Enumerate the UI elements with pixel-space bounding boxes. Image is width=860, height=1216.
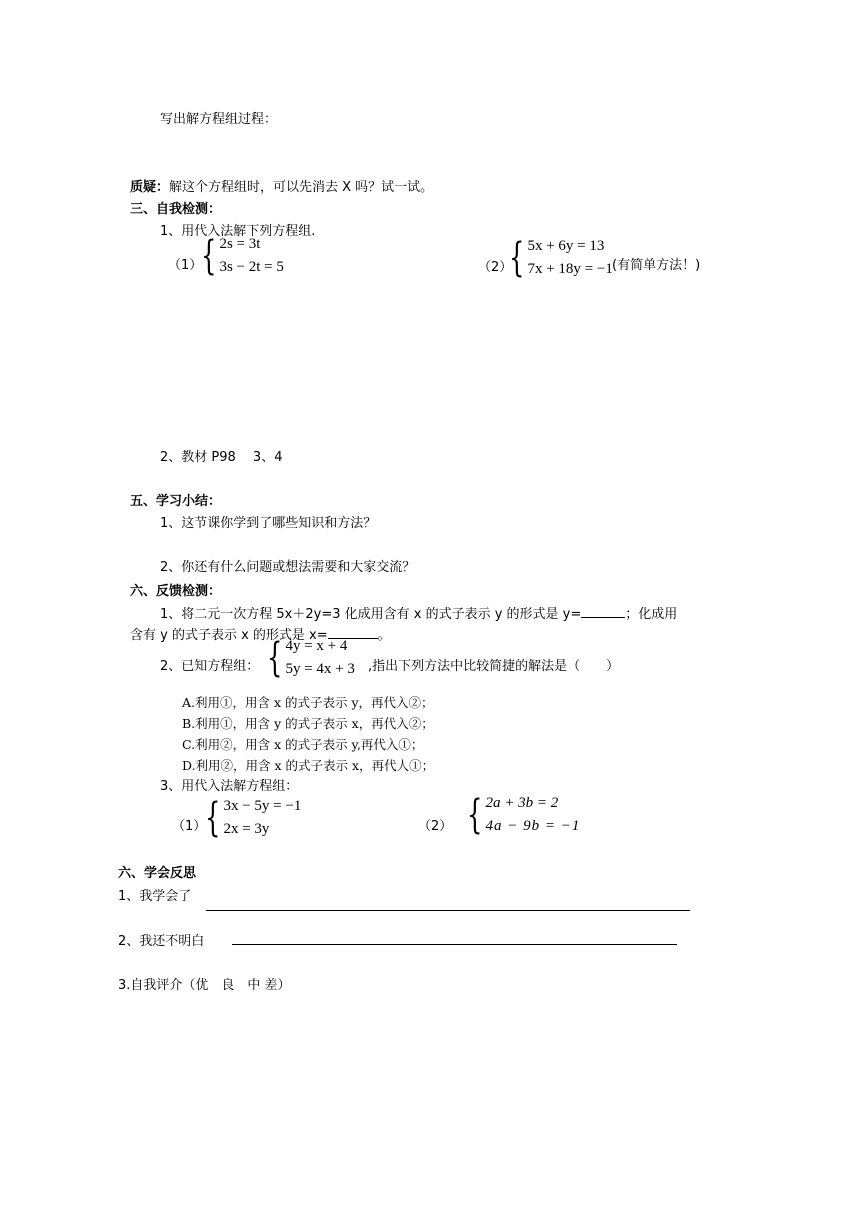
q1-text-a: 1、将二元一次方程 5x＋2y=3 化成用含有 x 的式子表示 y 的形式是 y= [160, 607, 582, 622]
query-text: 解这个方程组时，可以先消去 X 吗？试一试。 [169, 180, 434, 195]
s6-p2-system [462, 792, 581, 838]
option-b: B.利用①，用含 y 的式子表示 x，再代入②； [182, 716, 434, 731]
s6-p2-num: （2） [418, 819, 453, 834]
s6-p1-eq2: 2x = 3y [223, 821, 270, 837]
section3-heading: 三、自我检测： [130, 202, 222, 217]
s3-p1-eq2: 3s − 2t = 5 [219, 259, 284, 275]
option-c: C.利用②，用含 x 的式子表示 y,再代入①； [182, 737, 424, 752]
query-head: 质疑： [130, 180, 170, 195]
q1-text-c: 含有 y 的式子表示 x 的形式是 x= [130, 628, 328, 643]
s6-q2-eq1: 4y = x + 4 [285, 638, 348, 654]
section5-q2: 2、你还有什么问题或想法需要和大家交流？ [160, 560, 416, 575]
s6-p2-eq1: 2a + 3b = 2 [485, 795, 559, 811]
brace-icon: { [467, 792, 483, 838]
option-a: A.利用①，用含 x 的式子表示 y，再代入②； [182, 695, 434, 710]
brace-icon: { [509, 235, 525, 281]
section6-q3: 3、用代入法解方程组： [160, 779, 299, 794]
s3-p2-num: （2） [478, 260, 513, 275]
reflect-line3: 3.自我评介（优 良 中 差） [118, 978, 291, 993]
answer-line-2[interactable] [232, 944, 677, 945]
s3-p1-num: （1） [168, 258, 203, 273]
reflect-line2: 2、我还不明白 [118, 934, 205, 949]
reflect-heading: 六、学会反思 [118, 866, 197, 881]
brace-icon: { [267, 635, 283, 681]
s3-p2-system [504, 235, 613, 281]
s3-p1-eq1: 2s = 3t [219, 236, 261, 252]
section5-heading: 五、学习小结： [130, 494, 222, 509]
s6-q2-eq2: 5y = 4x + 3 [285, 661, 355, 677]
section6-q2-prefix: 2、已知方程组： [160, 659, 260, 674]
reflect-line1: 1、我学会了 [118, 889, 192, 904]
query-line [130, 176, 433, 195]
brace-icon: { [201, 233, 217, 279]
s3-p2-eq1: 5x + 6y = 13 [527, 238, 605, 254]
process-prompt: 写出解方程组过程： [160, 112, 278, 127]
q1-text-d: 。 [377, 628, 391, 643]
answer-line-1[interactable] [206, 910, 690, 911]
answer-blank-y[interactable] [581, 605, 625, 618]
section5-q1: 1、这节课你学到了哪些知识和方法？ [160, 516, 377, 531]
section6-q1-line1 [160, 603, 677, 622]
section6-q2-suffix: ,指出下列方法中比较简捷的解法是（ ） [368, 659, 620, 674]
s6-p2-eq2: 4a − 9b = −1 [485, 818, 581, 834]
section3-q2: 2、教材 P98 3、4 [160, 450, 283, 465]
s3-p1-system [196, 233, 284, 279]
s6-p1-num: （1） [172, 819, 207, 834]
section6-heading: 六、反馈检测： [130, 584, 222, 599]
section3-q1: 1、用代入法解下列方程组. [160, 224, 316, 239]
brace-icon: { [205, 795, 221, 841]
q1-text-b: ；化成用 [625, 607, 678, 622]
option-d: D.利用②，用含 x 的式子表示 x，再代人①； [182, 758, 435, 773]
s6-p1-system [200, 795, 302, 841]
s3-p2-note: (有简单方法！) [612, 258, 701, 273]
s6-q2-system [262, 635, 355, 681]
s6-p1-eq1: 3x − 5y = −1 [223, 798, 302, 814]
s3-p2-eq2: 7x + 18y = −1 [527, 261, 613, 277]
